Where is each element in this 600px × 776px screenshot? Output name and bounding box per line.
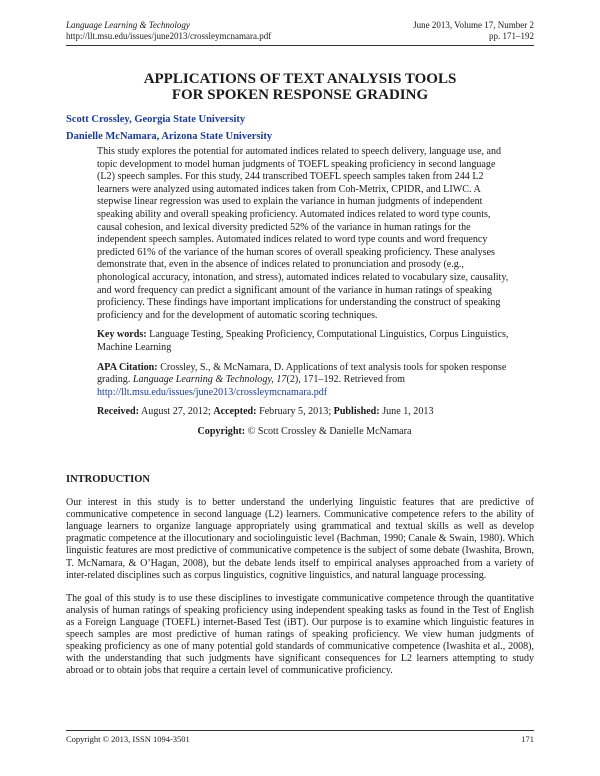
running-header — [66, 20, 534, 46]
published-label: Published: — [333, 406, 380, 418]
author-1[interactable]: Scott Crossley, Georgia State University — [66, 114, 246, 125]
page-number: 171 — [521, 734, 534, 744]
section-heading: INTRODUCTION — [66, 474, 151, 485]
footer-rule — [66, 730, 534, 731]
intro-paragraph-2: The goal of this study is to use these disciplines to investigate communicative competence through the quantitative analysis of human ratings of speaking proficiency using independent speaking tasks as found in the Test of English as a Foreign Language (TOEFL) internet-Based Test (iBT). Our purpose is to examine which linguistic features in speech samples are most predictive of human ratings of speaking proficiency. We view human judgments of speaking proficiency as one of many potential gold standards of communicative competence (Iwashita et al., 2008), with the understanding that such judgments have significant consequences for L2 learners attempting to study abroad or to obtain jobs that require a certain level of communicative proficiency. — [66, 592, 534, 677]
title-line-1: APPLICATIONS OF TEXT ANALYSIS TOOLS — [143, 71, 457, 87]
citation-text-a: Crossley, S., & McNamara, D. Applications of text analysis tools for spoken response grading. — [97, 361, 507, 386]
journal-name: Language Learning & Technology — [66, 20, 190, 30]
apa-citation — [97, 362, 512, 400]
received-label: Received: — [97, 406, 140, 418]
article-dates — [97, 406, 512, 419]
abstract-block — [97, 146, 512, 438]
issue-info: June 2013, Volume 17, Number 2 — [413, 20, 534, 30]
header-rule — [66, 45, 534, 46]
accepted-label: Accepted: — [213, 406, 257, 418]
citation-label: APA Citation: — [97, 361, 158, 373]
citation-text-b: (2), 171–192. Retrieved from — [286, 374, 406, 386]
author-list — [66, 111, 272, 145]
received-date: August 27, 2012; — [141, 406, 211, 418]
citation-journal: Language Learning & Technology, 17 — [132, 374, 287, 386]
article-url[interactable]: http://llt.msu.edu/issues/june2013/crossleymcnamara.pdf — [66, 31, 272, 41]
footer-copyright: Copyright © 2013, ISSN 1094-3501 — [66, 734, 190, 744]
article-title — [66, 71, 534, 103]
keywords-label: Key words: — [97, 329, 147, 341]
copyright-label: Copyright: — [197, 425, 246, 437]
page-footer — [66, 730, 534, 744]
intro-paragraph-1: Our interest in this study is to better understand the underlying linguistic features that are predictive of communicative competence in second language (L2) learners. Communicative competence refers to the ability of language learners to organize language appropriately using grammatical and textual skills as well as develop pragmatic competence at the illocutionary and sociolinguistic level (Bachman, 1990; Canale & Swain, 1980). Which linguistic features are most predictive of communicative competence is the subject of some debate (Iwashita, Brown, T. McNamara, & O’Hagan, 2008), but the debate lends itself to empirical analyses approached from a variety of inter-related disciplines such as corpus linguistics, cognitive linguistics, and natural language processing. — [66, 497, 534, 581]
keywords — [97, 329, 512, 354]
introduction-section — [66, 474, 534, 688]
page-range: pp. 171–192 — [489, 31, 534, 41]
author-2[interactable]: Danielle McNamara, Arizona State University — [66, 131, 273, 142]
keywords-text: Language Testing, Speaking Proficiency, Computational Linguistics, Corpus Linguistics, Machine Learning — [97, 329, 509, 353]
copyright-line — [97, 426, 512, 439]
published-date: June 1, 2013 — [382, 406, 434, 418]
copyright-text: © Scott Crossley & Danielle McNamara — [247, 425, 412, 437]
abstract-text: This study explores the potential for automated indices related to speech delivery, language use, and topic development to model human judgments of TOEFL speaking proficiency in second language (L2) speech samples. For this study, 244 transcribed TOEFL speech samples taken from 244 L2 learners were analyzed using automated indices taken from Coh-Metrix, CPIDR, and LIWC. A stepwise linear regression was used to explain the variance in human judgments of independent speaking ability and overall speaking proficiency. Automated indices related to word type counts, causal cohesion, and lexical diversity predicted 52% of the variance in human ratings for the independent speech samples. Automated indices related to word type counts and word frequency predicted 61% of the variance of the human scores of overall speaking proficiency. These analyses demonstrate that, even in the absence of indices related to pronunciation and prosody (e.g., phonological accuracy, intonation, and stress), automated indices related to vocabulary size, causality, and word frequency can predict a significant amount of the variance in human ratings of speaking proficiency. These findings have important implications for understanding the construct of speaking proficiency and for the development of automatic scoring techniques. — [97, 146, 509, 321]
title-line-2: FOR SPOKEN RESPONSE GRADING — [171, 87, 429, 103]
citation-url[interactable]: http://llt.msu.edu/issues/june2013/crossleymcnamara.pdf — [97, 386, 328, 398]
accepted-date: February 5, 2013; — [259, 406, 332, 418]
